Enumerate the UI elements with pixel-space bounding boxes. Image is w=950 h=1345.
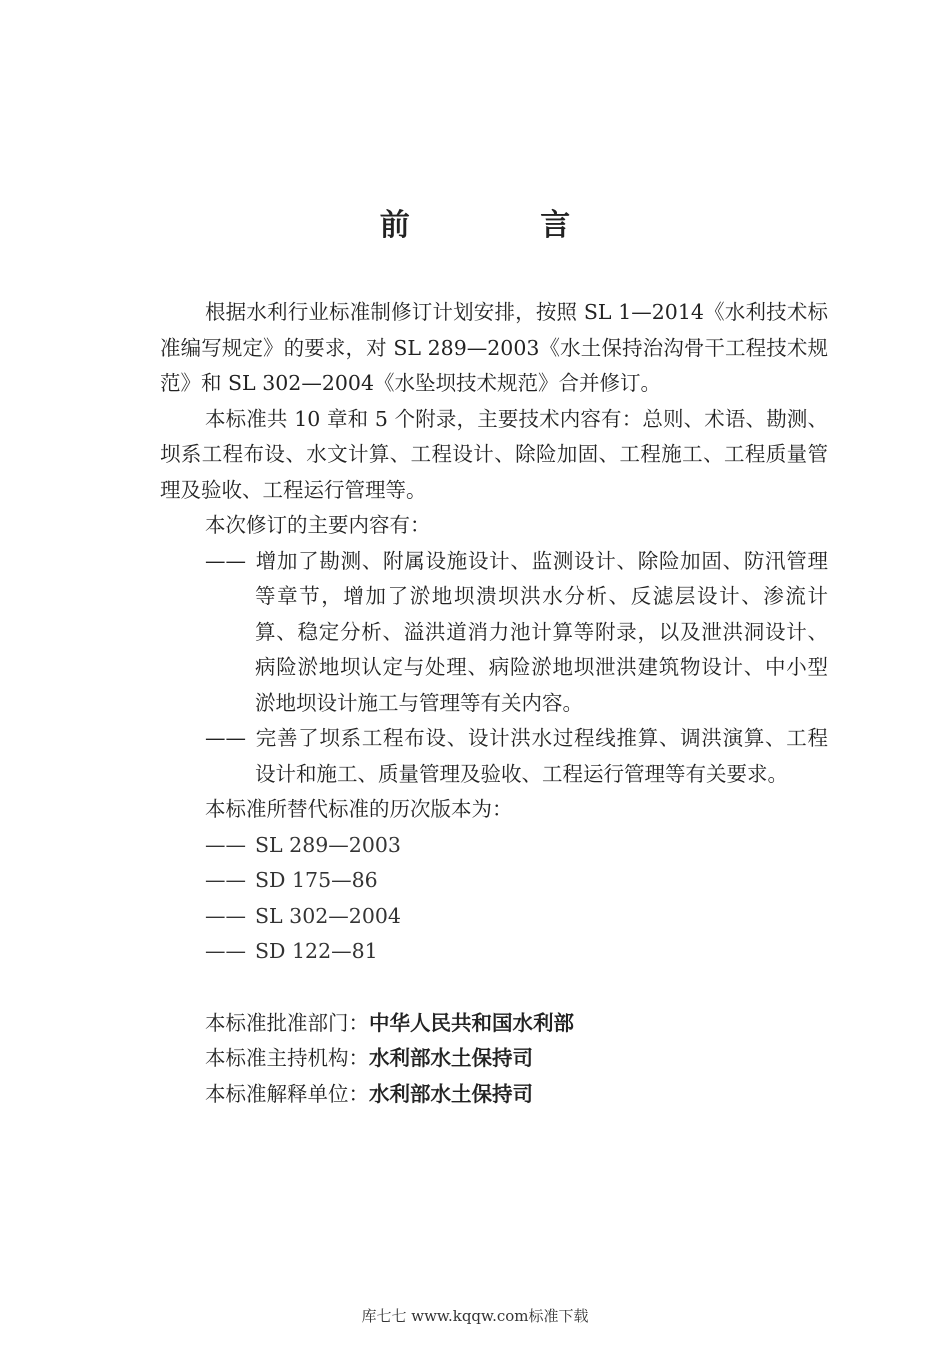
dash-mark: ——: [205, 548, 246, 573]
approver-value: 中华人民共和国水利部: [369, 1010, 574, 1035]
replaced-versions-list: [160, 828, 828, 970]
interpreter-value: 水利部水土保持司: [369, 1081, 533, 1106]
interpreter-label: 本标准解释单位：: [205, 1081, 369, 1106]
page-title: 前 言: [379, 208, 631, 243]
version-code: SL 302—2004: [255, 903, 401, 928]
version-code: SD 122—81: [255, 939, 378, 963]
dash-mark: ——: [205, 903, 246, 928]
host-label: 本标准主持机构：: [205, 1046, 369, 1070]
revision-item: [160, 544, 828, 722]
revision-item-text: 完善了坝系工程布设、设计洪水过程线推算、调洪演算、工程设计和施工、质量管理及验收、工程运行管理等有关要求。: [255, 726, 828, 786]
intro-paragraph-1: 根据水利行业标准制修订计划安排，按照 SL 1—2014《水利技术标准编写规定》的要求，对 SL 289—2003《水土保持治沟骨干工程技术规范》和 SL 302—2004《水坠坝技术规范》合并修订。: [160, 300, 828, 395]
intro-paragraph-2: 本标准共 10 章和 5 个附录，主要技术内容有：总则、术语、勘测、坝系工程布设、水文计算、工程设计、除险加固、工程施工、工程质量管理及验收、工程运行管理等。: [160, 406, 828, 502]
approver-row: [160, 1006, 828, 1042]
list-item: [160, 899, 828, 935]
approval-block: [160, 1006, 828, 1113]
version-code: SD 175—86: [255, 868, 378, 892]
revision-item-text: 增加了勘测、附属设施设计、监测设计、除险加固、防汛管理等章节，增加了淤地坝溃坝洪水分析、反滤层设计、渗流计算、稳定分析、溢洪道消力池计算等附录，以及泄洪洞设计、病险淤地坝认定与处理、病险淤地坝泄洪建筑物设计、中小型淤地坝设计施工与管理等有关内容。: [255, 548, 828, 715]
preface-body: [160, 295, 828, 1112]
version-code: SL 289—2003: [255, 832, 401, 857]
dash-mark: ——: [205, 832, 246, 857]
host-value: 水利部水土保持司: [369, 1046, 533, 1070]
list-item: [160, 934, 828, 970]
dash-mark: ——: [205, 868, 246, 892]
approver-label: 本标准批准部门：: [205, 1010, 369, 1035]
list-item: [160, 863, 828, 899]
replaced-versions-intro: 本标准所替代标准的历次版本为：: [205, 797, 513, 821]
interpreter-row: [160, 1077, 828, 1113]
host-row: [160, 1041, 828, 1077]
dash-mark: ——: [205, 726, 246, 750]
dash-mark: ——: [205, 939, 246, 963]
page-footer: 库七七 www.kqqw.com标准下载: [361, 1307, 589, 1325]
list-item: [160, 828, 828, 864]
revision-item: [160, 721, 828, 792]
revision-intro: 本次修订的主要内容有：: [205, 513, 431, 537]
